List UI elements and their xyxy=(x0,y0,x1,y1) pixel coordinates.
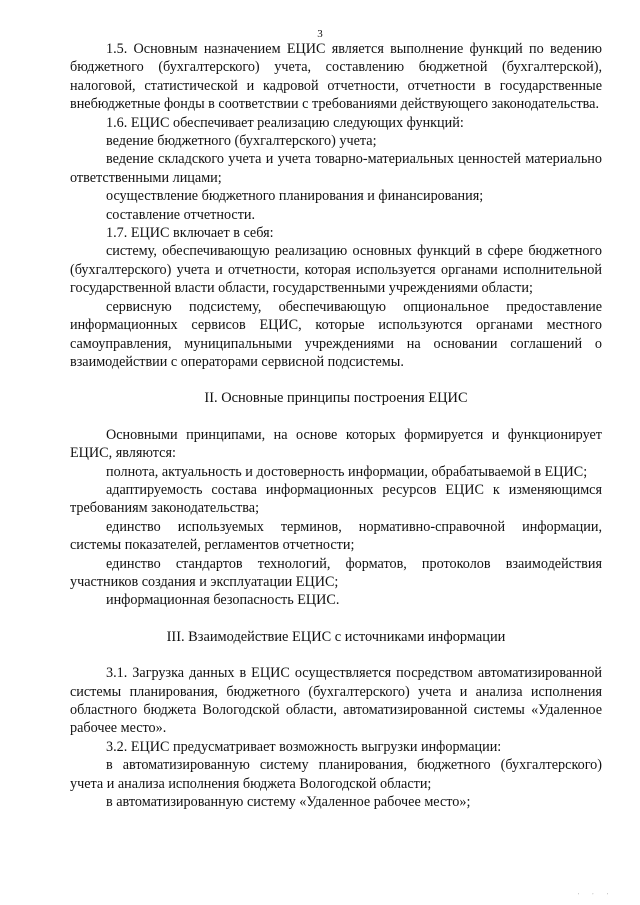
paragraph-3-1: 3.1. Загрузка данных в ЕЦИС осуществляется посредством автоматизированной системы планирования, бюджетного (бухгалтерского) учета и анализа исполнения областного бюджета Вологодской области, автоматизированной системы «Удаленное рабочее место». xyxy=(70,665,602,737)
principle-standards-unity: единство стандартов технологий, форматов, протоколов взаимодействия участников создания и эксплуатации ЕЦИС; xyxy=(70,555,602,590)
list-item-accounting: ведение бюджетного (бухгалтерского) учета; xyxy=(106,133,377,150)
list-item-service-subsystem: сервисную подсистему, обеспечивающую опциональное предоставление информационных сервисов ЕЦИС, которые используются органами местного самоуправления, муниципальными учреждениями на основании соглашений о взаимодействии с операторами сервисной подсистемы. xyxy=(70,298,602,370)
list-item-planning: осуществление бюджетного планирования и финансирования; xyxy=(106,188,484,205)
list-item-reporting: составление отчетности. xyxy=(106,206,256,223)
section-2-intro: Основными принципами, на основе которых формируется и функционирует ЕЦИС, являются: xyxy=(70,426,602,462)
paragraph-1-7: 1.7. ЕЦИС включает в себя: xyxy=(106,225,274,242)
export-target-remote-workplace: в автоматизированную систему «Удаленное рабочее место»; xyxy=(106,794,471,811)
paragraph-3-2: 3.2. ЕЦИС предусматривает возможность выгрузки информации: xyxy=(106,738,502,755)
paragraph-1-5: 1.5. Основным назначением ЕЦИС является выполнение функций по ведению бюджетного (бухгалтерского) учета, составлению бюджетной (бухгалтерской), налоговой, статистической и кадровой отчетности, отчетности в государственные внебюджетные фонды в соответствии с требованиями действующего законодательства. xyxy=(70,41,602,113)
scan-mark: ' ' ' xyxy=(577,893,614,899)
list-item-warehouse: ведение складского учета и учета товарно-материальных ценностей материально ответственными лицами; xyxy=(70,151,602,186)
paragraph-1-6: 1.6. ЕЦИС обеспечивает реализацию следующих функций: xyxy=(106,114,464,131)
section-3-heading: III. Взаимодействие ЕЦИС с источниками информации xyxy=(166,628,506,645)
principle-adaptability: адаптируемость состава информационных ресурсов ЕЦИС к изменяющимся требованиям законодательства; xyxy=(70,481,602,517)
principle-security: информационная безопасность ЕЦИС. xyxy=(106,592,340,609)
document-body xyxy=(70,40,602,811)
section-2-heading: II. Основные принципы построения ЕЦИС xyxy=(204,390,468,407)
page-number: 3 xyxy=(317,28,323,40)
principle-terms-unity: единство используемых терминов, нормативно-справочной информации, системы показателей, регламентов отчетности; xyxy=(70,518,602,554)
principle-completeness: полнота, актуальность и достоверность информации, обрабатываемой в ЕЦИС; xyxy=(106,463,588,480)
list-item-system: систему, обеспечивающую реализацию основных функций в сфере бюджетного (бухгалтерского) учета и отчетности, которая используется органами исполнительной государственной власти области, государственными учреждениями области; xyxy=(70,243,602,297)
export-target-planning-system: в автоматизированную систему планирования, бюджетного (бухгалтерского) учета и анализа исполнения бюджета Вологодской области; xyxy=(70,757,602,792)
